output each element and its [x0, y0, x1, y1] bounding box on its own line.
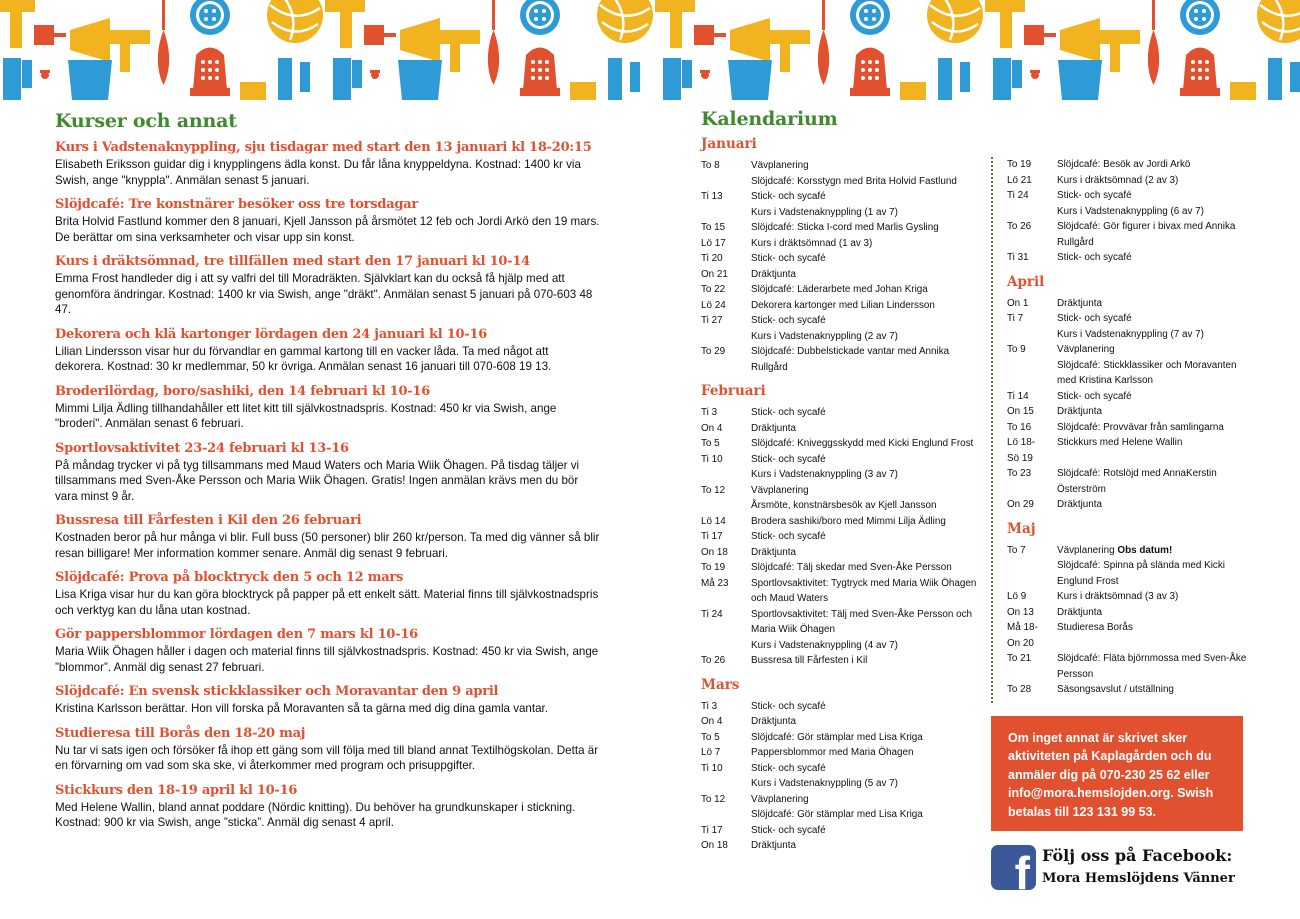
calendar-day: On 4: [701, 422, 723, 434]
calendar-day: To 7: [1007, 544, 1026, 556]
course-title: Bussresa till Fårfesten i Kil den 26 februari: [55, 513, 362, 528]
calendar-activity: Pappersblommor med Maria Öhagen: [751, 747, 914, 758]
course-item: [55, 196, 600, 245]
course-description: Mimmi Lilja Ädling tillhandahåller ett litet kitt till självkostnadspris. Kostnad: 450 kr via Swish, ange "broderi". Anmälan senast 6 februari.: [55, 401, 557, 430]
calendar-day: Ti 10: [701, 453, 723, 465]
calendar-entry: [701, 267, 986, 283]
courses-section: [55, 110, 600, 839]
calendar-activities: [751, 745, 986, 761]
calendar-day: Ti 3: [701, 407, 718, 418]
calendar-day: Må 18- On 20: [1007, 622, 1038, 649]
calendar-day: To 22: [701, 284, 726, 295]
calendar-activities: [751, 158, 986, 189]
calendar-month: [1007, 521, 1247, 698]
calendar-day: To 9: [1007, 344, 1026, 355]
calendar-activity: Slöjdcafé: Stickklassiker och Moravanten med Kristina Karlsson: [1057, 359, 1237, 386]
calendar-activities: [751, 344, 986, 375]
calendar-activity: Kurs i dräktsömnad (1 av 3): [751, 237, 873, 249]
calendar-activities: [751, 189, 986, 220]
course-title: Slöjdcafé: En svensk stickklassiker och Moravantar den 9 april: [55, 684, 499, 699]
calendar-activities: [751, 220, 986, 236]
calendar-activities: [1057, 420, 1247, 436]
course-title: Kurs i dräktsömnad, tre tillfällen med start den 17 januari kl 10-14: [55, 254, 530, 269]
calendar-entry: [701, 405, 986, 421]
calendar-activities: [1057, 342, 1247, 389]
calendar-entry: [701, 236, 986, 252]
course-description: Lisa Kriga visar hur du kan göra blocktryck på papper på ett enkelt sätt. Material finns till självkostnadspris och verktyg kan du låna utan kostnad.: [55, 588, 599, 617]
calendar-activity: Stick- och sycafé: [751, 253, 826, 264]
calendar-entry: [1007, 605, 1247, 621]
calendar-activity: Dräktjunta: [751, 268, 797, 280]
calendar-activities: [751, 436, 986, 452]
calendar-title: Kalendarium: [701, 108, 838, 130]
calendar-day: To 21: [1007, 653, 1032, 664]
calendar-activities: [1057, 389, 1247, 405]
course-title: Dekorera och klä kartonger lördagen den 24 januari kl 10-16: [55, 326, 488, 342]
calendar-activity: Stick- och sycafé: [1057, 190, 1132, 201]
calendar-activity: Kurs i Vadstenaknyppling (2 av 7): [751, 330, 898, 342]
calendar-activities: [751, 405, 986, 421]
calendar-activity: Årsmöte, konstnärsbesök av Kjell Jansson: [751, 500, 937, 511]
calendar-day: To 23: [1007, 468, 1032, 479]
info-box: Om inget annat är skrivet sker aktiviteten på Kaplagården och du anmäler dig på 070-230 25 62 eller info@mora.hemslojden.org. Swish betalas till 123 131 99 53.: [991, 716, 1243, 831]
calendar-activity: Vävplanering: [1057, 344, 1115, 355]
calendar-activity: Slöjdcafé: Spinna på slända med Kicki Englund Frost: [1057, 560, 1225, 587]
calendar-activities: [1057, 497, 1247, 513]
course-title: Stickkurs den 18-19 april kl 10-16: [55, 782, 298, 798]
calendar-activity: Dräktjunta: [1057, 297, 1103, 309]
calendar-activity: Kurs i Vadstenaknyppling (1 av 7): [751, 206, 898, 218]
calendar-activity: Vävplanering Obs datum!: [1057, 544, 1173, 556]
calendar-activity: Stick- och sycafé: [751, 700, 826, 712]
calendar-day: Lö 7: [701, 747, 721, 758]
calendar-activities: [1057, 605, 1247, 621]
calendar-activity: Stick- och sycafé: [751, 762, 826, 774]
calendar-entry: [701, 529, 986, 545]
calendar-activity: Kurs i Vadstenaknyppling (4 av 7): [751, 639, 898, 651]
calendar-activities: [751, 251, 986, 267]
calendar-activity: Säsongsavslut / utställning: [1057, 684, 1174, 695]
calendar-entry: [701, 545, 986, 561]
calendar-day: On 15: [1007, 406, 1034, 417]
calendar-entry: [1007, 188, 1247, 219]
calendar-activities: [751, 730, 986, 746]
calendar-day: Må 23: [701, 577, 729, 589]
calendar-day: Lö 18- Sö 19: [1007, 437, 1036, 464]
calendar-day: To 16: [1007, 421, 1032, 433]
calendar-entry: [701, 282, 986, 298]
calendar-entry: [701, 514, 986, 530]
calendar-activities: [1057, 296, 1247, 312]
calendar-day: Ti 14: [1007, 390, 1029, 402]
calendar-activities: [1057, 682, 1247, 698]
course-title: Broderilördag, boro/sashiki, den 14 februari kl 10-16: [55, 383, 430, 399]
calendar-day: On 18: [701, 840, 728, 851]
month-title: Januari: [701, 136, 757, 152]
calendar-entry: [701, 220, 986, 236]
calendar-entry: [701, 189, 986, 220]
calendar-day: To 19: [701, 562, 726, 573]
calendar-activities: [1057, 620, 1247, 651]
calendar-day: To 26: [701, 655, 726, 666]
calendar-day: Ti 17: [701, 531, 723, 542]
calendar-entry: [701, 823, 986, 839]
course-description: Kristina Karlsson berättar. Hon vill forska på Moravanten så ta gärna med dig dina gamla vantar.: [55, 702, 548, 715]
calendar-entry: [1007, 466, 1247, 497]
calendar-entry: [701, 730, 986, 746]
calendar-entry: [1007, 389, 1247, 405]
course-item: [55, 683, 600, 717]
calendar-day: To 26: [1007, 221, 1032, 232]
calendar-day: Ti 7: [1007, 313, 1024, 324]
calendar-entry: [701, 838, 986, 854]
calendar-activity: Dräktjunta: [751, 716, 797, 727]
calendar-activity: Slöjdcafé: Besök av Jordi Arkö: [1057, 159, 1191, 170]
calendar-day: To 19: [1007, 159, 1032, 170]
calendar-day: Ti 24: [1007, 190, 1029, 201]
calendar-activity: Slöjdcafé: Kniveggsskydd med Kicki Englund Frost: [751, 438, 974, 449]
course-description: Maria Wiik Öhagen håller i dagen och material finns till självkostnadspris. Kostnad: 450 kr via Swish, ange ”blommor”. Anmäl dig senast 27 februari.: [55, 645, 599, 674]
course-description: Nu tar vi sats igen och försöker få ihop ett gäng som vill följa med till bland annat Textilhögskolan. Detta är en förvarning om vad som ska ske, vi återkommer med program och prisuppgifter.: [55, 743, 599, 772]
calendar-activities: [1057, 435, 1247, 466]
calendar-entry: [701, 653, 986, 669]
calendar-activity: Dräktjunta: [1057, 406, 1103, 417]
calendar-entry: [1007, 157, 1247, 173]
calendar-entry: [701, 699, 986, 715]
calendar-day: On 18: [701, 546, 728, 558]
calendar-activities: [751, 653, 986, 669]
calendar-activities: [1057, 250, 1247, 266]
calendar-activities: [751, 236, 986, 252]
calendar-activities: [751, 529, 986, 545]
calendar-activity: Vävplanering: [751, 793, 809, 805]
course-item: [55, 440, 600, 505]
month-title: Maj: [1007, 520, 1036, 537]
calendar-day: Ti 27: [701, 315, 723, 326]
banner: [0, 0, 1300, 100]
calendar-activities: [751, 761, 986, 792]
course-item: [55, 383, 600, 432]
calendar-entry: [701, 607, 986, 654]
calendar-day: To 5: [701, 438, 720, 449]
course-title: Slöjdcafé: Prova på blocktryck den 5 och 12 mars: [55, 570, 404, 585]
calendar-month: [701, 677, 986, 854]
calendar-month: [1007, 274, 1247, 513]
calendar-entry: [1007, 404, 1247, 420]
calendar-activity: Stickkurs med Helene Wallin: [1057, 437, 1183, 448]
calendar-day: To 15: [701, 222, 726, 233]
calendar-activities: [751, 792, 986, 823]
month-title: Februari: [701, 383, 766, 399]
calendar-entry: [701, 158, 986, 189]
calendar-activity: Stick- och sycafé: [1057, 390, 1132, 402]
course-description: Lilian Lindersson visar hur du förvandlar en gammal kartong till en vacker låda. Ta med något att dekorera. Kostnad: 30 kr medlemmar, 50 kr övriga. Anmälan senast 16 januari till 070-608 19 13.: [55, 344, 552, 373]
calendar-month: [701, 383, 986, 669]
calendar-activities: [1057, 543, 1247, 590]
calendar-activity: Slöjdcafé: Sticka I-cord med Marlis Gysling: [751, 222, 939, 233]
month-title: April: [1007, 273, 1045, 290]
calendar-activities: [1057, 311, 1247, 342]
calendar-entry: [1007, 620, 1247, 651]
course-item: [55, 326, 600, 375]
calendar-entry: [701, 792, 986, 823]
course-item: [55, 139, 600, 188]
calendar-activity: Stick- och sycafé: [1057, 313, 1132, 324]
calendar-entry: [701, 483, 986, 514]
calendar-activity: Slöjdcafé: Rotslöjd med AnnaKerstin Österström: [1057, 468, 1217, 495]
course-item: [55, 626, 600, 675]
course-title: Studieresa till Borås den 18-20 maj: [55, 725, 306, 741]
course-description: Med Helene Wallin, bland annat poddare (Nördic knitting). Du behöver ha grundkunskaper i stickning. Kostnad: 900 kr via Swish, ange ”sticka”. Anmäl dig senast 4 april.: [55, 800, 576, 829]
calendar-activity: Kurs i dräktsömnad (2 av 3): [1057, 174, 1179, 186]
calendar-activity: Stick- och sycafé: [751, 315, 826, 326]
calendar-activity: Slöjdcafé: Fläta björnmossa med Sven-Åke Persson: [1057, 653, 1247, 680]
calendar-activity: Kurs i Vadstenaknyppling (7 av 7): [1057, 328, 1204, 340]
calendar-day: Ti 20: [701, 253, 723, 264]
calendar-right-column: [1007, 157, 1247, 706]
calendar-day: To 8: [701, 160, 720, 171]
calendar-activities: [1057, 188, 1247, 219]
calendar-activity: Slöjdcafé: Dubbelstickade vantar med Annika Rullgård: [751, 346, 950, 373]
calendar-day: On 29: [1007, 499, 1034, 510]
course-item: [55, 512, 600, 561]
calendar-day: Lö 14: [701, 515, 726, 527]
calendar-month: [701, 136, 986, 375]
calendar-activities: [1057, 589, 1247, 605]
course-list: [55, 139, 600, 831]
calendar-day: Lö 21: [1007, 174, 1032, 186]
calendar-activity: Stick- och sycafé: [751, 407, 826, 418]
calendar-activities: [751, 452, 986, 483]
calendar-day: Lö 24: [701, 299, 726, 311]
calendar-activities: [751, 607, 986, 654]
calendar-activities: [751, 823, 986, 839]
course-title: Gör pappersblommor lördagen den 7 mars kl 10-16: [55, 627, 418, 642]
calendar-day: To 12: [701, 484, 726, 496]
calendar-activity: Dekorera kartonger med Lilian Lindersson: [751, 299, 935, 311]
calendar-entry: [701, 761, 986, 792]
calendar-entry: [701, 576, 986, 607]
calendar-activity: Slöjdcafé: Gör figurer i bivax med Annika Rullgård: [1057, 221, 1236, 248]
calendar-entry: [701, 421, 986, 437]
calendar-day: To 12: [701, 793, 726, 805]
course-item: [55, 253, 600, 318]
course-item: [55, 569, 600, 618]
calendar-activity: Slöjdcafé: Gör stämplar med Lisa Kriga: [751, 731, 923, 743]
calendar-entry: [1007, 296, 1247, 312]
calendar-activities: [751, 838, 986, 854]
calendar-activity: Kurs i Vadstenaknyppling (3 av 7): [751, 469, 898, 480]
calendar-day: On 4: [701, 716, 723, 727]
calendar-activity: Studieresa Borås: [1057, 622, 1133, 633]
calendar-activities: [1057, 157, 1247, 173]
calendar-activity: Dräktjunta: [1057, 606, 1103, 618]
calendar-entry: [701, 452, 986, 483]
column-divider: [991, 157, 993, 703]
calendar-activity: Bussresa till Fårfesten i Kil: [751, 655, 868, 666]
calendar-activity: Vävplanering: [751, 160, 809, 171]
facebook-promo[interactable]: [991, 843, 1251, 899]
calendar-activity: Slöjdcafé: Korsstygn med Brita Holvid Fastlund: [751, 175, 957, 187]
calendar-activity: Dräktjunta: [751, 422, 797, 434]
calendar-activity: Slöjdcafé: Läderarbete med Johan Kriga: [751, 284, 928, 295]
calendar-activities: [751, 483, 986, 514]
course-description: Emma Frost handleder dig i att sy valfri del till Moradräkten. Självklart kan du också få hjälp med att genomföra ändringar. Kostnad: 1400 kr via Swish, ange "dräkt". Anmälan senast 5 januari på 070-603 48 47.: [55, 272, 593, 316]
calendar-entry: [1007, 435, 1247, 466]
calendar-activity: Stick- och sycafé: [751, 191, 826, 202]
calendar-activities: [751, 545, 986, 561]
calendar-entry: [701, 745, 986, 761]
course-title: Kurs i Vadstenaknyppling, sju tisdagar med start den 13 januari kl 18-20:15: [55, 140, 592, 155]
calendar-activities: [751, 699, 986, 715]
calendar-day: Lö 17: [701, 237, 726, 249]
calendar-activity: Kurs i dräktsömnad (3 av 3): [1057, 591, 1179, 602]
date-notice: Obs datum!: [1117, 544, 1173, 556]
calendar-activities: [751, 576, 986, 607]
calendar-activities: [751, 298, 986, 314]
calendar-activity: Stick- och sycafé: [751, 453, 826, 465]
calendar-activity: Slöjdcafé: Tälj skedar med Sven-Åke Persson: [751, 562, 952, 573]
calendar-activities: [751, 514, 986, 530]
calendar-activity: Dräktjunta: [751, 840, 797, 851]
calendar-entry: [701, 714, 986, 730]
month-title: Mars: [701, 676, 740, 693]
calendar-march-continued: [1007, 157, 1247, 266]
calendar-activity: Brodera sashiki/boro med Mimmi Lilja Ädling: [751, 515, 946, 527]
calendar-entry: [701, 344, 986, 375]
calendar-day: Ti 10: [701, 762, 723, 774]
calendar-day: Ti 24: [701, 608, 723, 620]
calendar-day: Ti 17: [701, 824, 723, 836]
calendar-activities: [751, 560, 986, 576]
calendar-activity: Slöjdcafé: Provvävar från samlingarna: [1057, 421, 1224, 433]
calendar-entry: [1007, 219, 1247, 250]
calendar-entry: [1007, 543, 1247, 590]
calendar-entry: [701, 313, 986, 344]
calendar-activity: Vävplanering: [751, 484, 809, 496]
calendar-day: Ti 3: [701, 700, 718, 712]
calendar-activities: [751, 714, 986, 730]
calendar-activity: Sportlovsaktivitet: Tygtryck med Maria Wiik Öhagen och Maud Waters: [751, 577, 977, 604]
calendar-activities: [1057, 466, 1247, 497]
calendar-day: On 21: [701, 268, 728, 280]
course-description: Kostnaden beror på hur många vi blir. Full buss (50 personer) blir 260 kr/person. Ta med dig vänner så blir resan billigare! Mer information kommer senare. Anmäl dig senast 9 februari.: [55, 531, 600, 560]
calendar-entry: [1007, 342, 1247, 389]
calendar-activities: [751, 267, 986, 283]
calendar-activities: [1057, 404, 1247, 420]
calendar-entry: [701, 251, 986, 267]
calendar-entry: [1007, 420, 1247, 436]
course-description: På måndag trycker vi på tyg tillsammans med Maud Waters och Maria Wiik Öhagen. På tisdag täljer vi tillsammans med Sven-Åke Persson och Maria Wiik Öhagen. Gratis! Ingen anmälan krävs men du bör vara minst 9 år.: [55, 458, 580, 503]
facebook-page-name: Mora Hemslöjdens Vänner: [1042, 871, 1235, 886]
course-item: [55, 782, 600, 831]
facebook-follow-text: Följ oss på Facebook:: [1042, 846, 1233, 865]
facebook-icon[interactable]: f: [991, 845, 1036, 890]
calendar-left-column: [701, 136, 986, 862]
course-title: Slöjdcafé: Tre konstnärer besöker oss tre torsdagar: [55, 197, 418, 212]
calendar-entry: [1007, 311, 1247, 342]
calendar-day: Ti 31: [1007, 252, 1029, 263]
calendar-activities: [751, 421, 986, 437]
calendar-day: Ti 13: [701, 191, 723, 202]
calendar-activity: Kurs i Vadstenaknyppling (6 av 7): [1057, 205, 1204, 217]
calendar-day: To 28: [1007, 684, 1032, 695]
calendar-entry: [1007, 589, 1247, 605]
calendar-day: To 5: [701, 731, 720, 743]
calendar-activity: Slöjdcafé: Gör stämplar med Lisa Kriga: [751, 809, 923, 820]
calendar-activity: Stick- och sycafé: [1057, 252, 1132, 263]
calendar-activities: [1057, 219, 1247, 250]
calendar-entry: [1007, 651, 1247, 682]
calendar-activities: [1057, 651, 1247, 682]
calendar-activity: Kurs i Vadstenaknyppling (5 av 7): [751, 778, 898, 789]
calendar-activity: Sportlovsaktivitet: Tälj med Sven-Åke Persson och Maria Wiik Öhagen: [751, 608, 973, 635]
course-description: Brita Holvid Fastlund kommer den 8 januari, Kjell Jansson på årsmötet 12 feb och Jordi Arkö den 19 mars. De berättar om sina verksamheter och visar upp sin konst.: [55, 215, 600, 244]
calendar-entry: [1007, 682, 1247, 698]
calendar-day: To 29: [701, 346, 726, 357]
courses-title: Kurser och annat: [55, 110, 237, 132]
calendar-entry: [1007, 250, 1247, 266]
course-description: Elisabeth Eriksson guidar dig i knypplingens ädla konst. Du får låna knyppeldyna. Kostnad: 1400 kr via Swish, ange "knyppla". Anmälan senast 5 januari.: [55, 158, 581, 187]
calendar-entry: [1007, 497, 1247, 513]
calendar-activity: Dräktjunta: [751, 546, 797, 558]
calendar-activity: Stick- och sycafé: [751, 531, 826, 542]
calendar-activity: Dräktjunta: [1057, 499, 1103, 510]
calendar-entry: [1007, 173, 1247, 189]
calendar-activities: [751, 282, 986, 298]
calendar-activity: Stick- och sycafé: [751, 824, 826, 836]
calendar-activities: [1057, 173, 1247, 189]
calendar-entry: [701, 298, 986, 314]
course-item: [55, 725, 600, 774]
calendar-entry: [701, 560, 986, 576]
calendar-entry: [701, 436, 986, 452]
calendar-activities: [751, 313, 986, 344]
course-title: Sportlovsaktivitet 23-24 februari kl 13-16: [55, 440, 349, 456]
calendar-day: On 13: [1007, 606, 1034, 618]
calendar-day: On 1: [1007, 297, 1029, 309]
calendar-day: Lö 9: [1007, 591, 1027, 602]
